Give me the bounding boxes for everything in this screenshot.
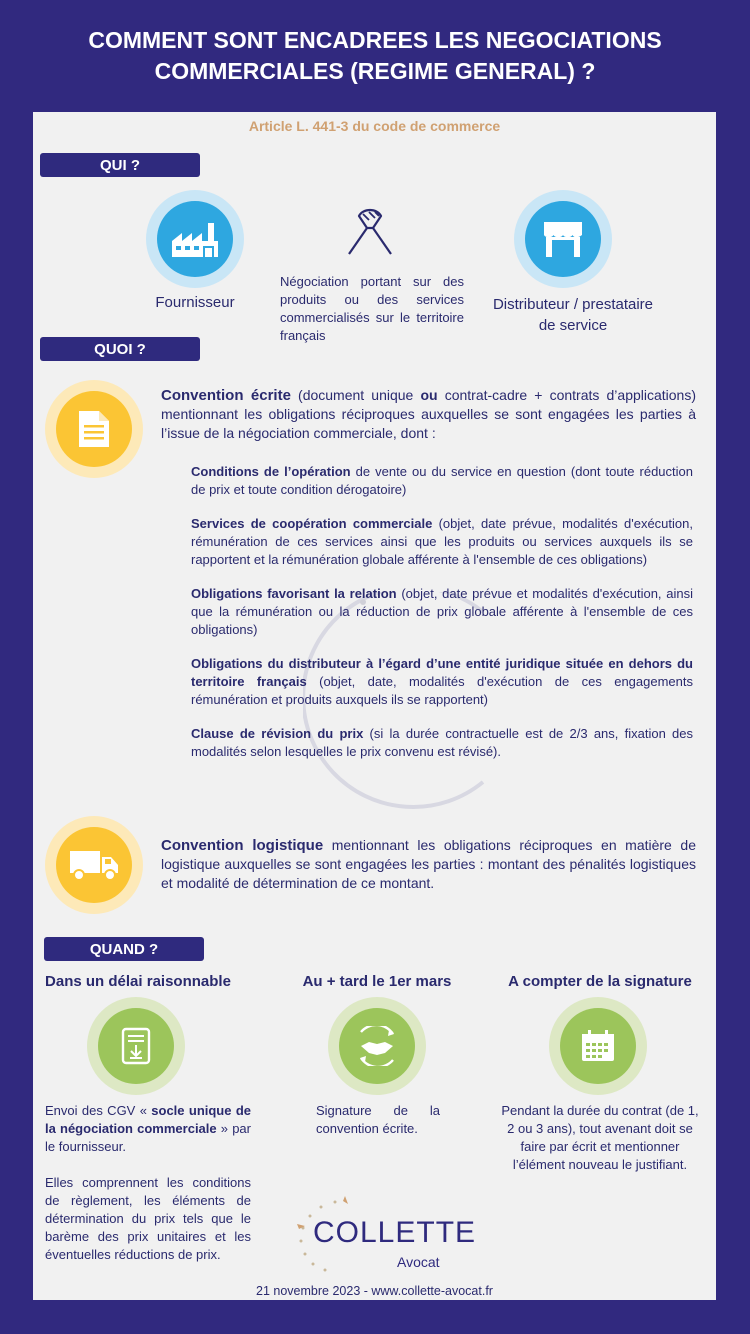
convention-logistique-title: Convention logistique (161, 837, 324, 854)
convention-ecrite-text (161, 386, 696, 443)
ecrite-ou: ou (420, 387, 438, 403)
section-tag-quoi: QUOI ? (40, 337, 200, 361)
conditions-list (191, 463, 693, 777)
content-panel (33, 112, 716, 1300)
quand-col2-title: Au + tard le 1er mars (302, 973, 452, 990)
handshake-icon (339, 1008, 415, 1084)
footer-text: 21 novembre 2023 - www.collette-avocat.fr (256, 1284, 493, 1298)
logistique-text-body: mentionnant les obligations réciproques en matière de logistique auxquelles se sont engagées les parties : montant des pénalités logistiques et modalité de détermination de ce montant. (161, 837, 696, 891)
list-item (191, 585, 693, 639)
calendar-icon (560, 1008, 636, 1084)
item-title: Services de coopération commerciale (191, 516, 433, 531)
distributeur-icon-ring (514, 190, 612, 288)
item-text: (objet, date prévue, modalités d'exécution, rémunération de ces services ainsi que les produits ou services auxquels ils se rapportent et la rémunération globale afférente à l'ensemble de ces obligations) (191, 516, 693, 567)
list-item (191, 515, 693, 569)
factory-icon (157, 201, 233, 277)
logo-subtitle: Avocat (397, 1254, 440, 1270)
fournisseur-label: Fournisseur (155, 294, 235, 311)
logo-name: COLLETTE (313, 1216, 477, 1249)
item-text: (objet, date prévue et modalités d'exécution, ainsi que la rémunération ou la réduction de prix globale afférente à l'ensemble de ces obligations) (191, 586, 694, 637)
section-tag-quand: QUAND ? (44, 937, 204, 961)
item-title: Obligations du distributeur à l’égard d’une entité juridique située en dehors du territoire français (191, 656, 693, 689)
ecrite-icon-ring (45, 380, 143, 478)
distributeur-label-line2: de service (538, 317, 608, 334)
ecrite-text-part2: contrat-cadre + contrats d’applications) mentionnant les obligations réciproques auxquelles se sont engagées les parties à l’issue de la négociation commerciale, dont : (161, 387, 697, 441)
list-item (191, 655, 693, 709)
item-text: (objet, date, modalités d'exécution de ces engagements rémunération et produits auxquels ils se rapportent) (191, 674, 693, 707)
convention-ecrite-title: Convention écrite (161, 387, 291, 404)
download-doc-icon (98, 1008, 174, 1084)
page-header (0, 0, 750, 112)
shop-icon (525, 201, 601, 277)
quand-col3-text: Pendant la durée du contrat (de 1, 2 ou 3 ans), tout avenant doit se faire par écrit et mentionner l’élément nouveau le justifiant. (501, 1103, 699, 1172)
quand-col1-title: Dans un délai raisonnable (45, 973, 231, 990)
section-tag-qui: QUI ? (40, 153, 200, 177)
distributeur-label-line1: Distributeur / prestataire (492, 296, 654, 313)
quand-col2-text: Signature de la convention écrite. (316, 1103, 440, 1136)
cgv-icon-ring (87, 997, 185, 1095)
page-title-line2: COMMERCIALES (REGIME GENERAL) ? (154, 58, 596, 84)
cgv-text-part2: » par le fournisseur. (45, 1121, 251, 1154)
truck-icon (56, 827, 132, 903)
ecrite-text-part1: (document unique (290, 387, 421, 403)
calendar-icon-ring (549, 997, 647, 1095)
cgv-text-bold: socle unique de la négociation commerciale (45, 1103, 251, 1136)
convention-logistique-text (161, 836, 696, 893)
article-reference: Article L. 441-3 du code de commerce (248, 118, 501, 134)
document-icon (56, 391, 132, 467)
quand-col1-text2: Elles comprennent les conditions de règlement, les éléments de détermination du prix tels que le barème des prix unitaires et les éventuelles réductions de prix. (45, 1175, 251, 1262)
collette-logo (295, 1194, 477, 1274)
list-item (191, 463, 693, 499)
cgv-text-part1: Envoi des CGV « (45, 1103, 152, 1118)
quand-col3-title: A compter de la signature (508, 973, 692, 990)
distributeur-label (473, 294, 673, 336)
list-item (191, 725, 693, 761)
logistique-icon-ring (45, 816, 143, 914)
item-title: Conditions de l’opération (191, 464, 351, 479)
page-title-line1: COMMENT SONT ENCADREES LES NEGOCIATIONS (88, 27, 662, 53)
quand-col1-text (45, 1102, 251, 1156)
signature-icon-ring (328, 997, 426, 1095)
item-title: Obligations favorisant la relation (191, 586, 397, 601)
item-text: de vente ou du service en question (dont toute réduction de prix et toute condition dérogatoire) (191, 464, 693, 497)
fournisseur-icon-ring (146, 190, 244, 288)
negociation-text: Négociation portant sur des produits ou des services commercialisés sur le territoire français (280, 274, 464, 343)
item-title: Clause de révision du prix (191, 726, 364, 741)
item-text: (si la durée contractuelle est de 2/3 ans, fixation des modalités selon lesquelles le prix convenu est révisé). (191, 726, 694, 759)
handshake-arms-icon (345, 204, 395, 256)
